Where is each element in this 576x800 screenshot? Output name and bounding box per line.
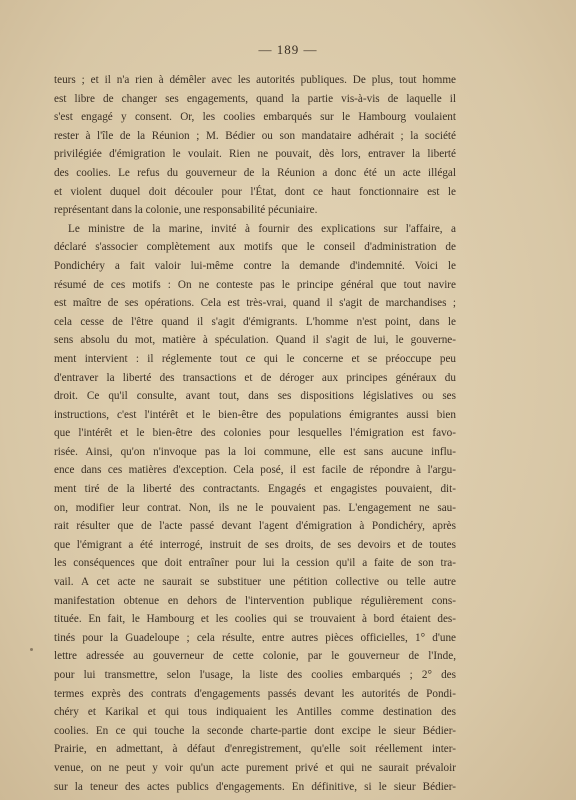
text-line: tituée. En fait, le Hambourg et les coolies qui se trouvaient à bord étaient des- [54,613,456,626]
text-line: lettre adressée au gouverneur de cette colonie, par le gouverneur de l'Inde, [54,650,456,663]
text-line: vail. A cet acte ne saurait se substituer une pétition collective ou telle autre [54,576,456,589]
text-line: et violent duquel doit découler pour l'État, dont ce haut fonctionnaire est le [54,185,456,198]
text-line: sens absolu du mot, matière à spéculation. Quand il s'agit de lui, le gouverne- [54,334,456,347]
text-line: instructions, c'est l'intérêt et le bien-être des populations émigrantes aussi bien [54,408,456,421]
text-line: termes exprès des contrats d'engagements passés devant les autorités de Pondi- [54,687,456,700]
text-line: privilégiée d'émigration le voulait. Rien ne pouvait, dès lors, entraver la liberté [54,148,456,161]
paper-spot [30,648,33,651]
text-line: teurs ; et il n'a rien à démêler avec les autorités publiques. De plus, tout homme [54,74,456,86]
text-line: que l'intérêt et le bien-être des colonies pour lesquelles l'émigration est favo- [54,427,456,440]
text-line: droit. Ce qu'il consulte, avant tout, dans ses dispositions législatives ou ses [54,390,456,403]
text-line: venue, on ne peut y voir qu'un acte purement privé et qui ne saurait prévaloir [54,761,456,774]
text-line: est maître de ses opérations. Cela est très-vrai, quand il s'agit de marchandises ; [54,297,456,310]
text-line: manifestation obtenue en dehors de l'intervention publique régulièrement cons- [54,594,456,607]
text-line: des coolies. Le refus du gouverneur de la Réunion a donc été un acte illégal [54,166,456,179]
text-line: chéry et Karikal et qui tous indiquaient les Antilles comme destination des [54,706,456,719]
text-line: ence dans ces matières d'exception. Cela posé, il est facile de répondre à l'argu- [54,464,456,477]
text-line: résumé de ces motifs : On ne conteste pas le principe général que tout navire [54,278,456,291]
text-line: Prairie, en admettant, à défaut d'enregistrement, qu'elle soit réellement inter- [54,743,456,756]
text-line: ment intervient : il réglemente tout ce qui le concerne et se préoccupe peu [54,352,456,365]
text-line: s'est engagé y consent. Or, les coolies embarqués sur le Hambourg voulaient [54,111,456,124]
text-line: sur la teneur des actes publics d'engagements. En définitive, si le sieur Bédier- [54,780,456,793]
text-line: ment tiré de la liberté des contractants. Engagés et engagistes pouvaient, dit- [54,483,456,496]
text-line: est libre de changer ses engagements, quand la partie vis-à-vis de laquelle il [54,92,456,105]
body-text [54,71,456,796]
text-line: on, modifier leur contrat. Non, ils ne le pouvaient pas. L'engagement ne sau- [54,501,456,514]
text-line: coolies. En ce qui touche la seconde charte-partie dont excipe le sieur Bédier- [54,724,456,737]
text-line: Le ministre de la marine, invité à fournir des explications sur l'affaire, a [68,222,456,235]
text-line: d'entraver la liberté des transactions et de déroger aux principes généraux du [54,371,456,384]
text-line: représentant dans la colonie, une responsabilité pécuniaire. [54,204,318,217]
text-line: cela cesse de l'être quand il s'agit d'émigrants. L'homme n'est point, dans le [54,315,456,328]
text-line: déclaré s'associer complètement aux motifs que le conseil d'administration de [54,241,456,254]
text-line: Pondichéry a fait valoir lui-même contre la demande d'indemnité. Voici le [54,259,456,272]
page-number: — 189 — [258,42,318,57]
text-line: risée. Ainsi, qu'on n'invoque pas la loi commune, elle est sans aucune influ- [54,445,456,458]
text-line: que l'émigrant a été interrogé, instruit de ses droits, de ses devoirs et de toutes [54,538,456,551]
text-line: les conséquences que doit entraîner pour lui la cession qu'il a faite de son tra- [54,557,456,570]
text-line: pour lui transmettre, selon l'usage, la liste des coolies embarqués ; 2° des [54,669,456,681]
text-line: rester à l'île de la Réunion ; M. Bédier ou son mandataire adhérait ; la société [54,129,456,142]
text-line: rait résulter que de l'acte passé devant l'agent d'émigration à Pondichéry, après [54,520,456,533]
text-line: tinés pour la Guadeloupe ; cela résulte, entre autres pièces officielles, 1° d'une [54,631,456,644]
